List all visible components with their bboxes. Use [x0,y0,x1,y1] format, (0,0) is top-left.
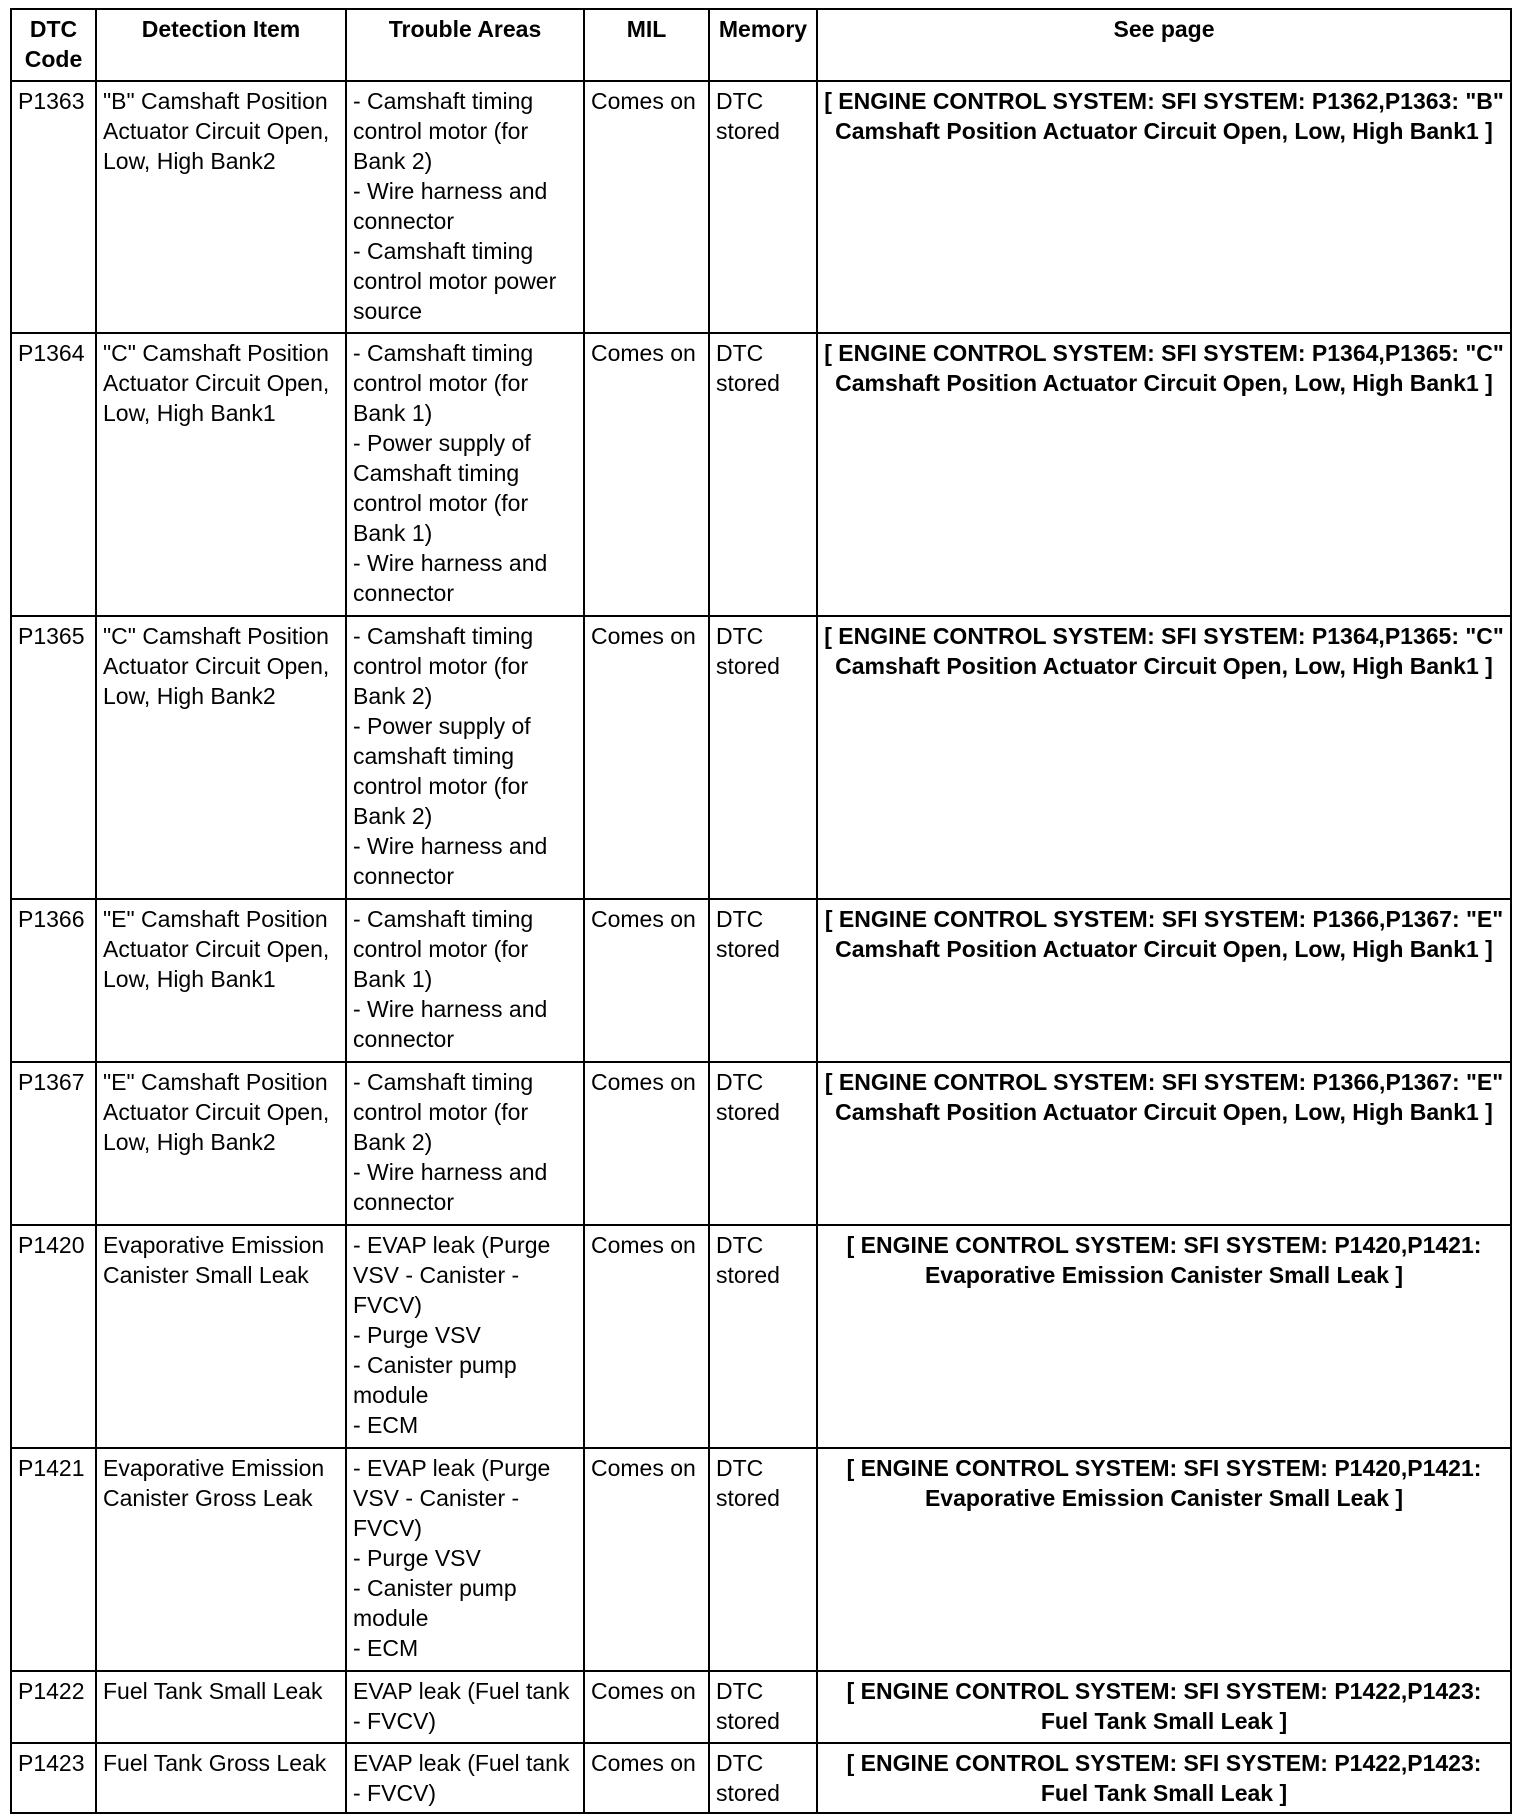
memory-cell: DTC stored [709,1448,817,1671]
trouble-areas-text: - Camshaft timing control motor (for Bank 2) - Wire harness and connector [353,1069,548,1215]
header-trouble-areas: Trouble Areas [346,9,584,81]
trouble-areas-cell [346,1225,584,1448]
header-dtc-code: DTC Code [11,9,96,81]
table-row [11,1743,1511,1813]
dtc-code-cell: P1421 [11,1448,96,1671]
trouble-areas-cell [346,1062,584,1225]
see-page-link[interactable]: [ ENGINE CONTROL SYSTEM: SFI SYSTEM: P1422,P1423: Fuel Tank Small Leak ] [817,1671,1511,1743]
mil-cell: Comes on [584,1062,709,1225]
trouble-areas-cell [346,333,584,616]
table-row [11,1225,1511,1448]
detection-item-cell: "B" Camshaft Position Actuator Circuit Open, Low, High Bank2 [96,81,346,333]
memory-cell: DTC stored [709,1225,817,1448]
detection-item-cell: "E" Camshaft Position Actuator Circuit Open, Low, High Bank2 [96,1062,346,1225]
see-page-link[interactable]: [ ENGINE CONTROL SYSTEM: SFI SYSTEM: P1366,P1367: "E" Camshaft Position Actuator Circuit Open, Low, High Bank1 ] [817,1062,1511,1225]
table-row [11,616,1511,899]
dtc-code-cell: P1423 [11,1743,96,1813]
see-page-link[interactable]: [ ENGINE CONTROL SYSTEM: SFI SYSTEM: P1420,P1421: Evaporative Emission Canister Small Leak ] [817,1225,1511,1448]
trouble-areas-text: - EVAP leak (Purge VSV - Canister - FVCV) - Purge VSV - Canister pump module - ECM [353,1455,551,1661]
mil-cell: Comes on [584,81,709,333]
see-page-link[interactable]: [ ENGINE CONTROL SYSTEM: SFI SYSTEM: P1362,P1363: "B" Camshaft Position Actuator Circuit Open, Low, High Bank1 ] [817,81,1511,333]
trouble-areas-text: - EVAP leak (Purge VSV - Canister - FVCV) - Purge VSV - Canister pump module - ECM [353,1232,551,1438]
detection-item-cell: Fuel Tank Small Leak [96,1671,346,1743]
trouble-areas-text: EVAP leak (Fuel tank - FVCV) [353,1750,570,1806]
table-row [11,81,1511,333]
detection-item-cell: Fuel Tank Gross Leak [96,1743,346,1813]
header-mil: MIL [584,9,709,81]
memory-cell: DTC stored [709,81,817,333]
trouble-areas-text: - Camshaft timing control motor (for Bank 1) - Power supply of Camshaft timing control motor (for Bank 1) - Wire harness and connector [353,340,548,606]
memory-cell: DTC stored [709,616,817,899]
dtc-code-cell: P1365 [11,616,96,899]
dtc-code-cell: P1422 [11,1671,96,1743]
dtc-code-cell: P1363 [11,81,96,333]
header-see-page: See page [817,9,1511,81]
see-page-link[interactable]: [ ENGINE CONTROL SYSTEM: SFI SYSTEM: P1364,P1365: "C" Camshaft Position Actuator Circuit Open, Low, High Bank1 ] [817,333,1511,616]
memory-cell: DTC stored [709,1062,817,1225]
dtc-code-cell: P1364 [11,333,96,616]
mil-cell: Comes on [584,899,709,1062]
see-page-link[interactable]: [ ENGINE CONTROL SYSTEM: SFI SYSTEM: P1422,P1423: Fuel Tank Small Leak ] [817,1743,1511,1813]
dtc-code-cell: P1366 [11,899,96,1062]
table-row [11,899,1511,1062]
table-row [11,333,1511,616]
memory-cell: DTC stored [709,1743,817,1813]
trouble-areas-text: - Camshaft timing control motor (for Bank 2) - Wire harness and connector - Camshaft timing control motor power source [353,88,557,324]
mil-cell: Comes on [584,333,709,616]
dtc-table [10,8,1512,1814]
trouble-areas-text: - Camshaft timing control motor (for Bank 1) - Wire harness and connector [353,906,548,1052]
trouble-areas-text: - Camshaft timing control motor (for Bank 2) - Power supply of camshaft timing control motor (for Bank 2) - Wire harness and connector [353,623,548,889]
table-row [11,1671,1511,1743]
see-page-link[interactable]: [ ENGINE CONTROL SYSTEM: SFI SYSTEM: P1420,P1421: Evaporative Emission Canister Small Leak ] [817,1448,1511,1671]
detection-item-cell: "C" Camshaft Position Actuator Circuit Open, Low, High Bank2 [96,616,346,899]
see-page-link[interactable]: [ ENGINE CONTROL SYSTEM: SFI SYSTEM: P1366,P1367: "E" Camshaft Position Actuator Circuit Open, Low, High Bank1 ] [817,899,1511,1062]
table-row [11,1448,1511,1671]
trouble-areas-cell [346,1671,584,1743]
memory-cell: DTC stored [709,1671,817,1743]
mil-cell: Comes on [584,1448,709,1671]
table-header [11,9,1511,81]
detection-item-cell: Evaporative Emission Canister Small Leak [96,1225,346,1448]
detection-item-cell: "C" Camshaft Position Actuator Circuit Open, Low, High Bank1 [96,333,346,616]
trouble-areas-cell [346,81,584,333]
mil-cell: Comes on [584,1225,709,1448]
table-row [11,1062,1511,1225]
dtc-code-cell: P1367 [11,1062,96,1225]
see-page-link[interactable]: [ ENGINE CONTROL SYSTEM: SFI SYSTEM: P1364,P1365: "C" Camshaft Position Actuator Circuit Open, Low, High Bank1 ] [817,616,1511,899]
trouble-areas-text: EVAP leak (Fuel tank - FVCV) [353,1678,570,1734]
trouble-areas-cell [346,1743,584,1813]
trouble-areas-cell [346,616,584,899]
dtc-code-cell: P1420 [11,1225,96,1448]
mil-cell: Comes on [584,1743,709,1813]
memory-cell: DTC stored [709,333,817,616]
mil-cell: Comes on [584,616,709,899]
header-memory: Memory [709,9,817,81]
detection-item-cell: "E" Camshaft Position Actuator Circuit Open, Low, High Bank1 [96,899,346,1062]
detection-item-cell: Evaporative Emission Canister Gross Leak [96,1448,346,1671]
header-row [11,9,1511,81]
mil-cell: Comes on [584,1671,709,1743]
trouble-areas-cell [346,1448,584,1671]
header-detection-item: Detection Item [96,9,346,81]
trouble-areas-cell [346,899,584,1062]
table-body [11,81,1511,1813]
memory-cell: DTC stored [709,899,817,1062]
